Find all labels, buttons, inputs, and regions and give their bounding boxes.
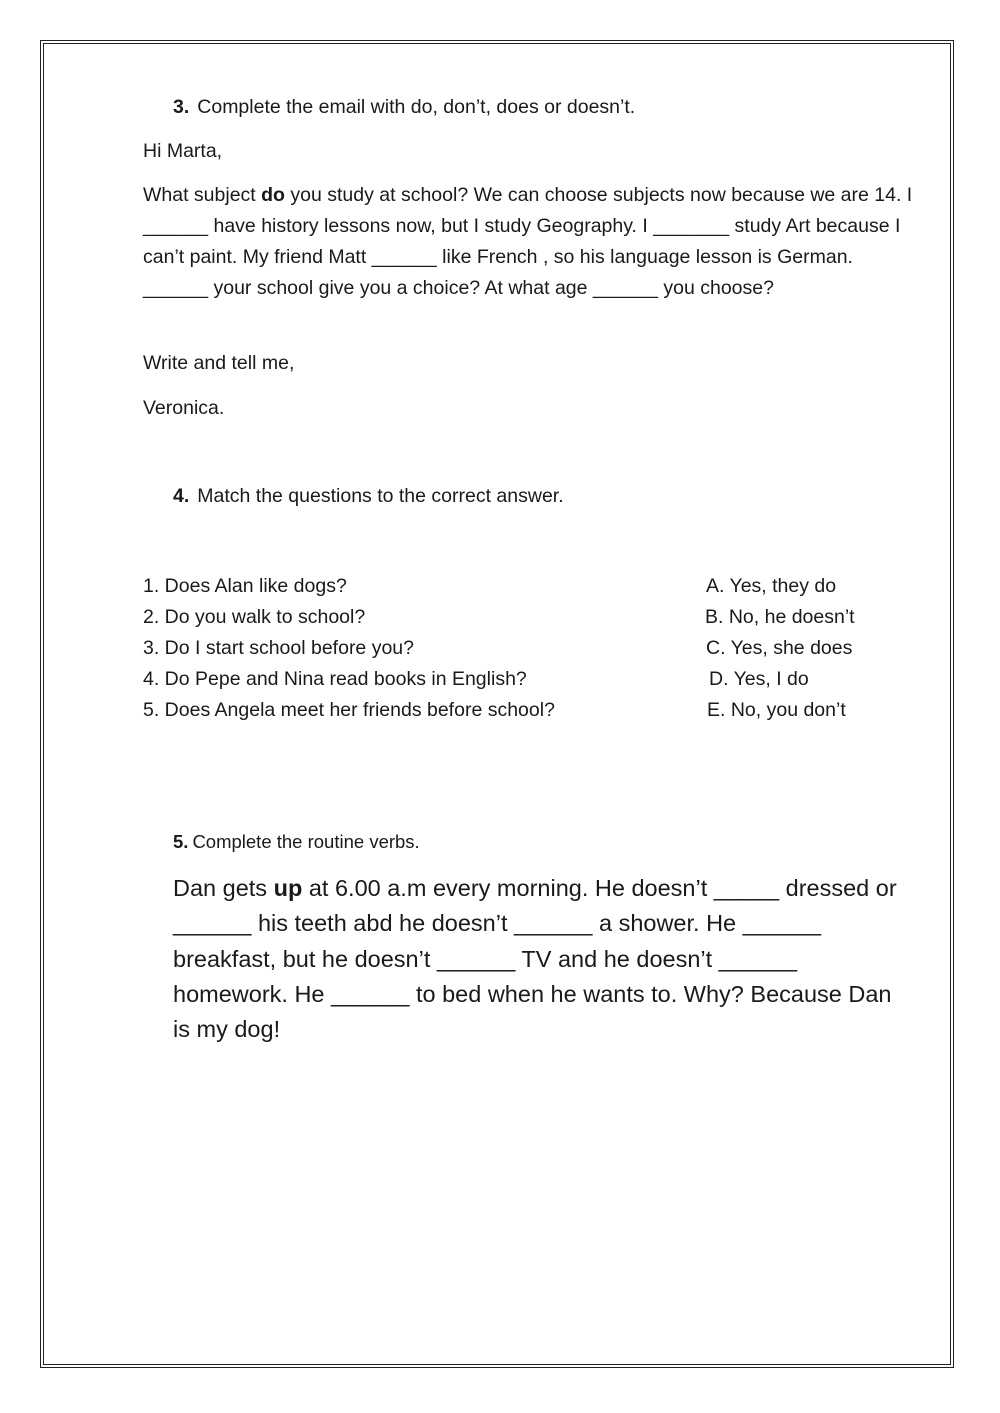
routine-example-answer: up (273, 875, 303, 901)
routine-text (173, 871, 913, 1047)
question-item: 5. Does Angela meet her friends before school? (143, 699, 555, 721)
answer-item: A. Yes, they do (706, 575, 837, 597)
routine-text-start: Dan gets (173, 875, 274, 901)
answer-item: B. No, he doesn’t (705, 606, 855, 628)
question-item: 3. Do I start school before you? (143, 637, 414, 659)
section-3-number: 3. (173, 96, 190, 118)
answer-item: E. No, you don’t (707, 699, 846, 721)
answer-item: C. Yes, she does (706, 637, 853, 659)
section-4-number: 4. (173, 485, 190, 507)
email-example-answer: do (261, 184, 285, 206)
email-greeting: Hi Marta, (143, 140, 223, 162)
section-5-number: 5. (173, 831, 189, 852)
email-closing: Write and tell me, (143, 352, 295, 374)
section-4-instruction: Match the questions to the correct answer. (197, 485, 564, 507)
question-item: 4. Do Pepe and Nina read books in English? (143, 668, 527, 690)
section-3-instruction: Complete the email with do, don’t, does or doesn’t. (197, 96, 636, 118)
section-5-instruction: Complete the routine verbs. (192, 831, 420, 852)
email-body-rest: you study at school? We can choose subjects now because we are 14. I ______ have history lessons now, but I study Geography. I _______ study Art because I can’t paint. My friend Matt ______ like French , so his language lesson is German. ______ your school give you a choice? At what age ______ you choose? (143, 184, 913, 299)
routine-text-rest: at 6.00 a.m every morning. He doesn’t _____ dressed or ______ his teeth abd he doesn’t ______ a shower. He ______ breakfast, but he doesn’t ______ TV and he doesn’t ______ homework. He ______ to bed when he wants to. Why? Because Dan is my dog! (173, 875, 897, 1043)
question-item: 1. Does Alan like dogs? (143, 575, 347, 597)
answer-item: D. Yes, I do (709, 668, 809, 690)
section-5-heading (173, 829, 420, 855)
section-3-heading (173, 94, 635, 120)
email-body-start: What subject (143, 184, 262, 206)
email-body (143, 180, 913, 304)
question-item: 2. Do you walk to school? (143, 606, 366, 628)
section-4-heading (173, 483, 564, 509)
email-signature: Veronica. (143, 397, 225, 419)
